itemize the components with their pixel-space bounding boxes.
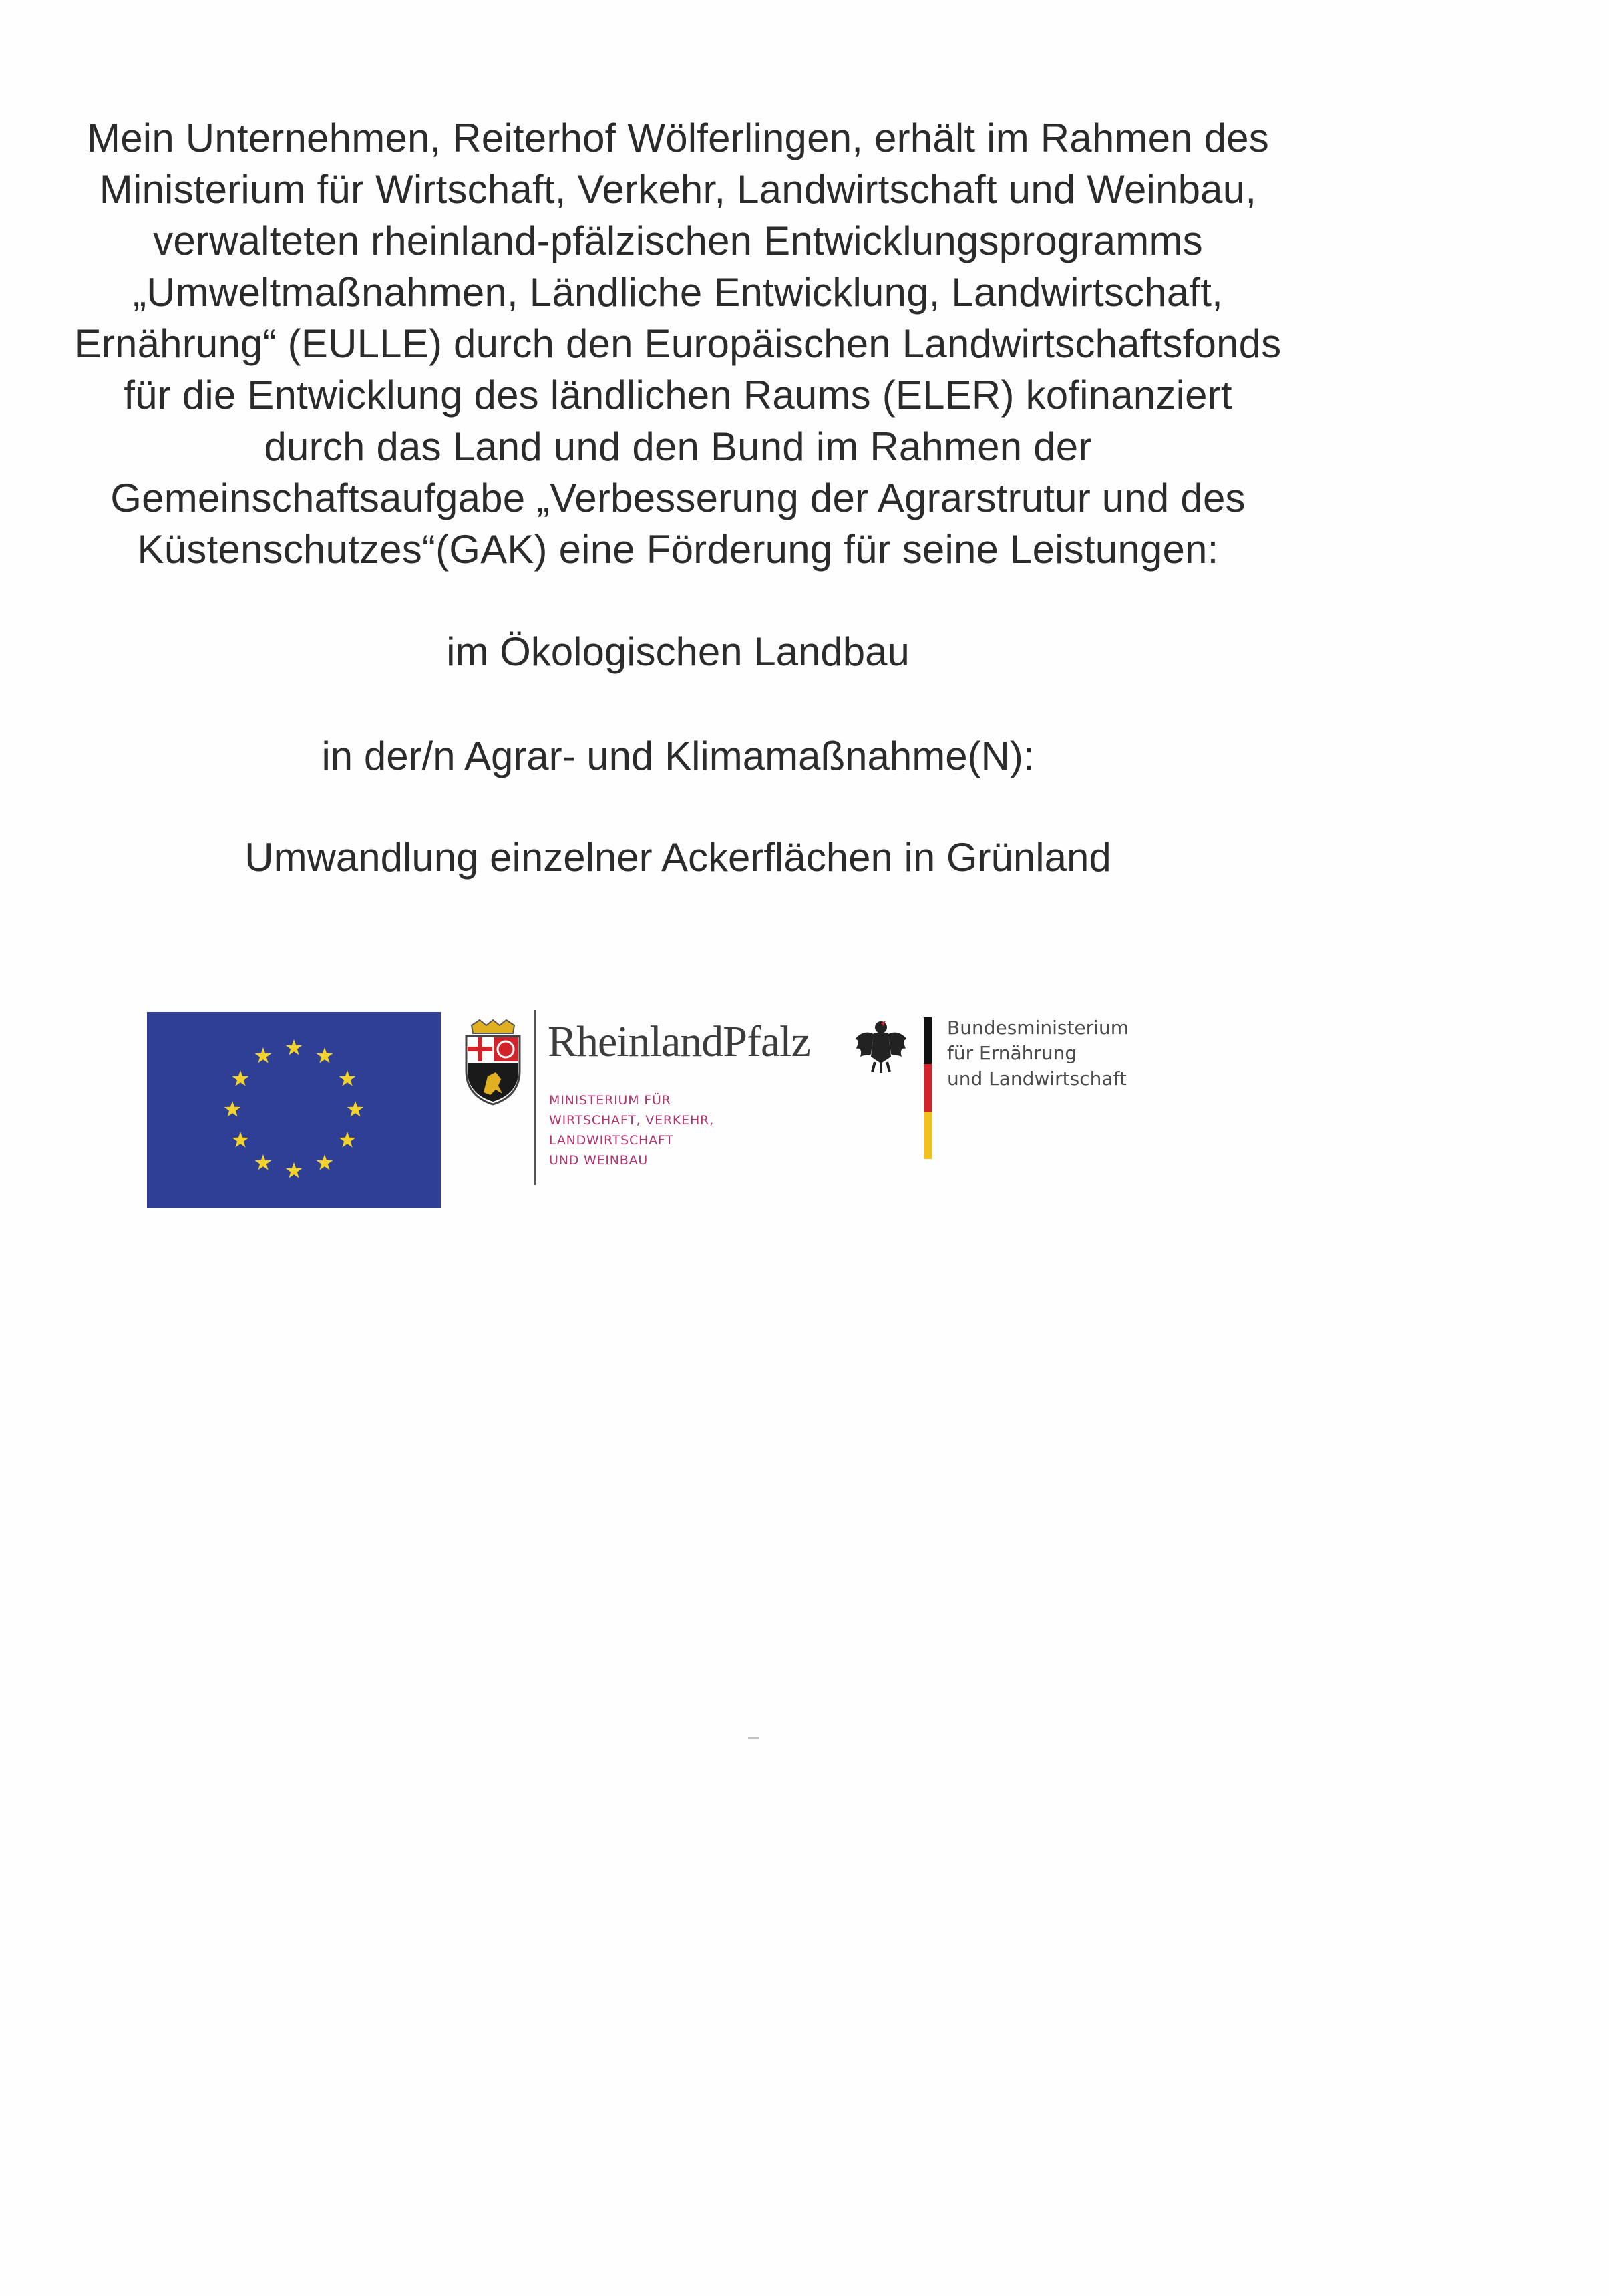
rlp-ministry-line: LANDWIRTSCHAFT xyxy=(549,1133,674,1148)
bmel-line: und Landwirtschaft xyxy=(947,1068,1127,1090)
rlp-ministry-line: MINISTERIUM FÜR xyxy=(549,1093,671,1108)
rlp-ministry-line: WIRTSCHAFT, VERKEHR, xyxy=(549,1113,714,1128)
rlp-coat-of-arms-icon xyxy=(460,1019,526,1106)
rlp-ministry-line: UND WEINBAU xyxy=(549,1153,649,1168)
federal-eagle-icon xyxy=(854,1017,908,1074)
stripe-black xyxy=(924,1017,932,1064)
stripe-red xyxy=(924,1064,932,1112)
german-flag-stripe xyxy=(924,1017,932,1159)
intro-line: Küstenschutzes“(GAK) eine Förderung für seine Leistungen: xyxy=(137,527,1219,572)
rlp-wordmark: RheinlandPfalz xyxy=(548,1017,810,1066)
measure-grassland-conversion: Umwandlung einzelner Ackerflächen in Grünland xyxy=(244,835,1111,880)
rlp-ministry-name xyxy=(549,1090,714,1170)
measure-agri-climate: in der/n Agrar- und Klimamaßnahme(N): xyxy=(321,733,1035,778)
measure-organic-farming: im Ökologischen Landbau xyxy=(446,629,910,674)
intro-line: durch das Land und den Bund im Rahmen der xyxy=(264,424,1092,469)
rlp-divider xyxy=(534,1010,536,1185)
intro-line: Gemeinschaftsaufgabe „Verbesserung der Agrarstrutur und des xyxy=(110,476,1246,520)
intro-line: für die Entwicklung des ländlichen Raums (ELER) kofinanziert xyxy=(124,373,1232,418)
intro-line: Ernährung“ (EULLE) durch den Europäischen Landwirtschaftsfonds xyxy=(74,321,1282,366)
eu-stars xyxy=(147,1012,441,1208)
stripe-gold xyxy=(924,1112,932,1159)
intro-line: Ministerium für Wirtschaft, Verkehr, Landwirtschaft und Weinbau, xyxy=(99,167,1257,212)
scan-mark xyxy=(748,1737,759,1739)
intro-line: „Umweltmaßnahmen, Ländliche Entwicklung, Landwirtschaft, xyxy=(133,270,1223,315)
intro-paragraph xyxy=(0,112,1356,575)
bmel-line: Bundesministerium xyxy=(947,1017,1129,1039)
intro-line: Mein Unternehmen, Reiterhof Wölferlingen, erhält im Rahmen des xyxy=(87,116,1269,160)
bmel-ministry-name xyxy=(947,1015,1129,1092)
intro-line: verwalteten rheinland-pfälzischen Entwicklungsprogramms xyxy=(153,218,1203,263)
eu-flag-icon xyxy=(147,1012,441,1208)
bmel-line: für Ernährung xyxy=(947,1042,1077,1064)
